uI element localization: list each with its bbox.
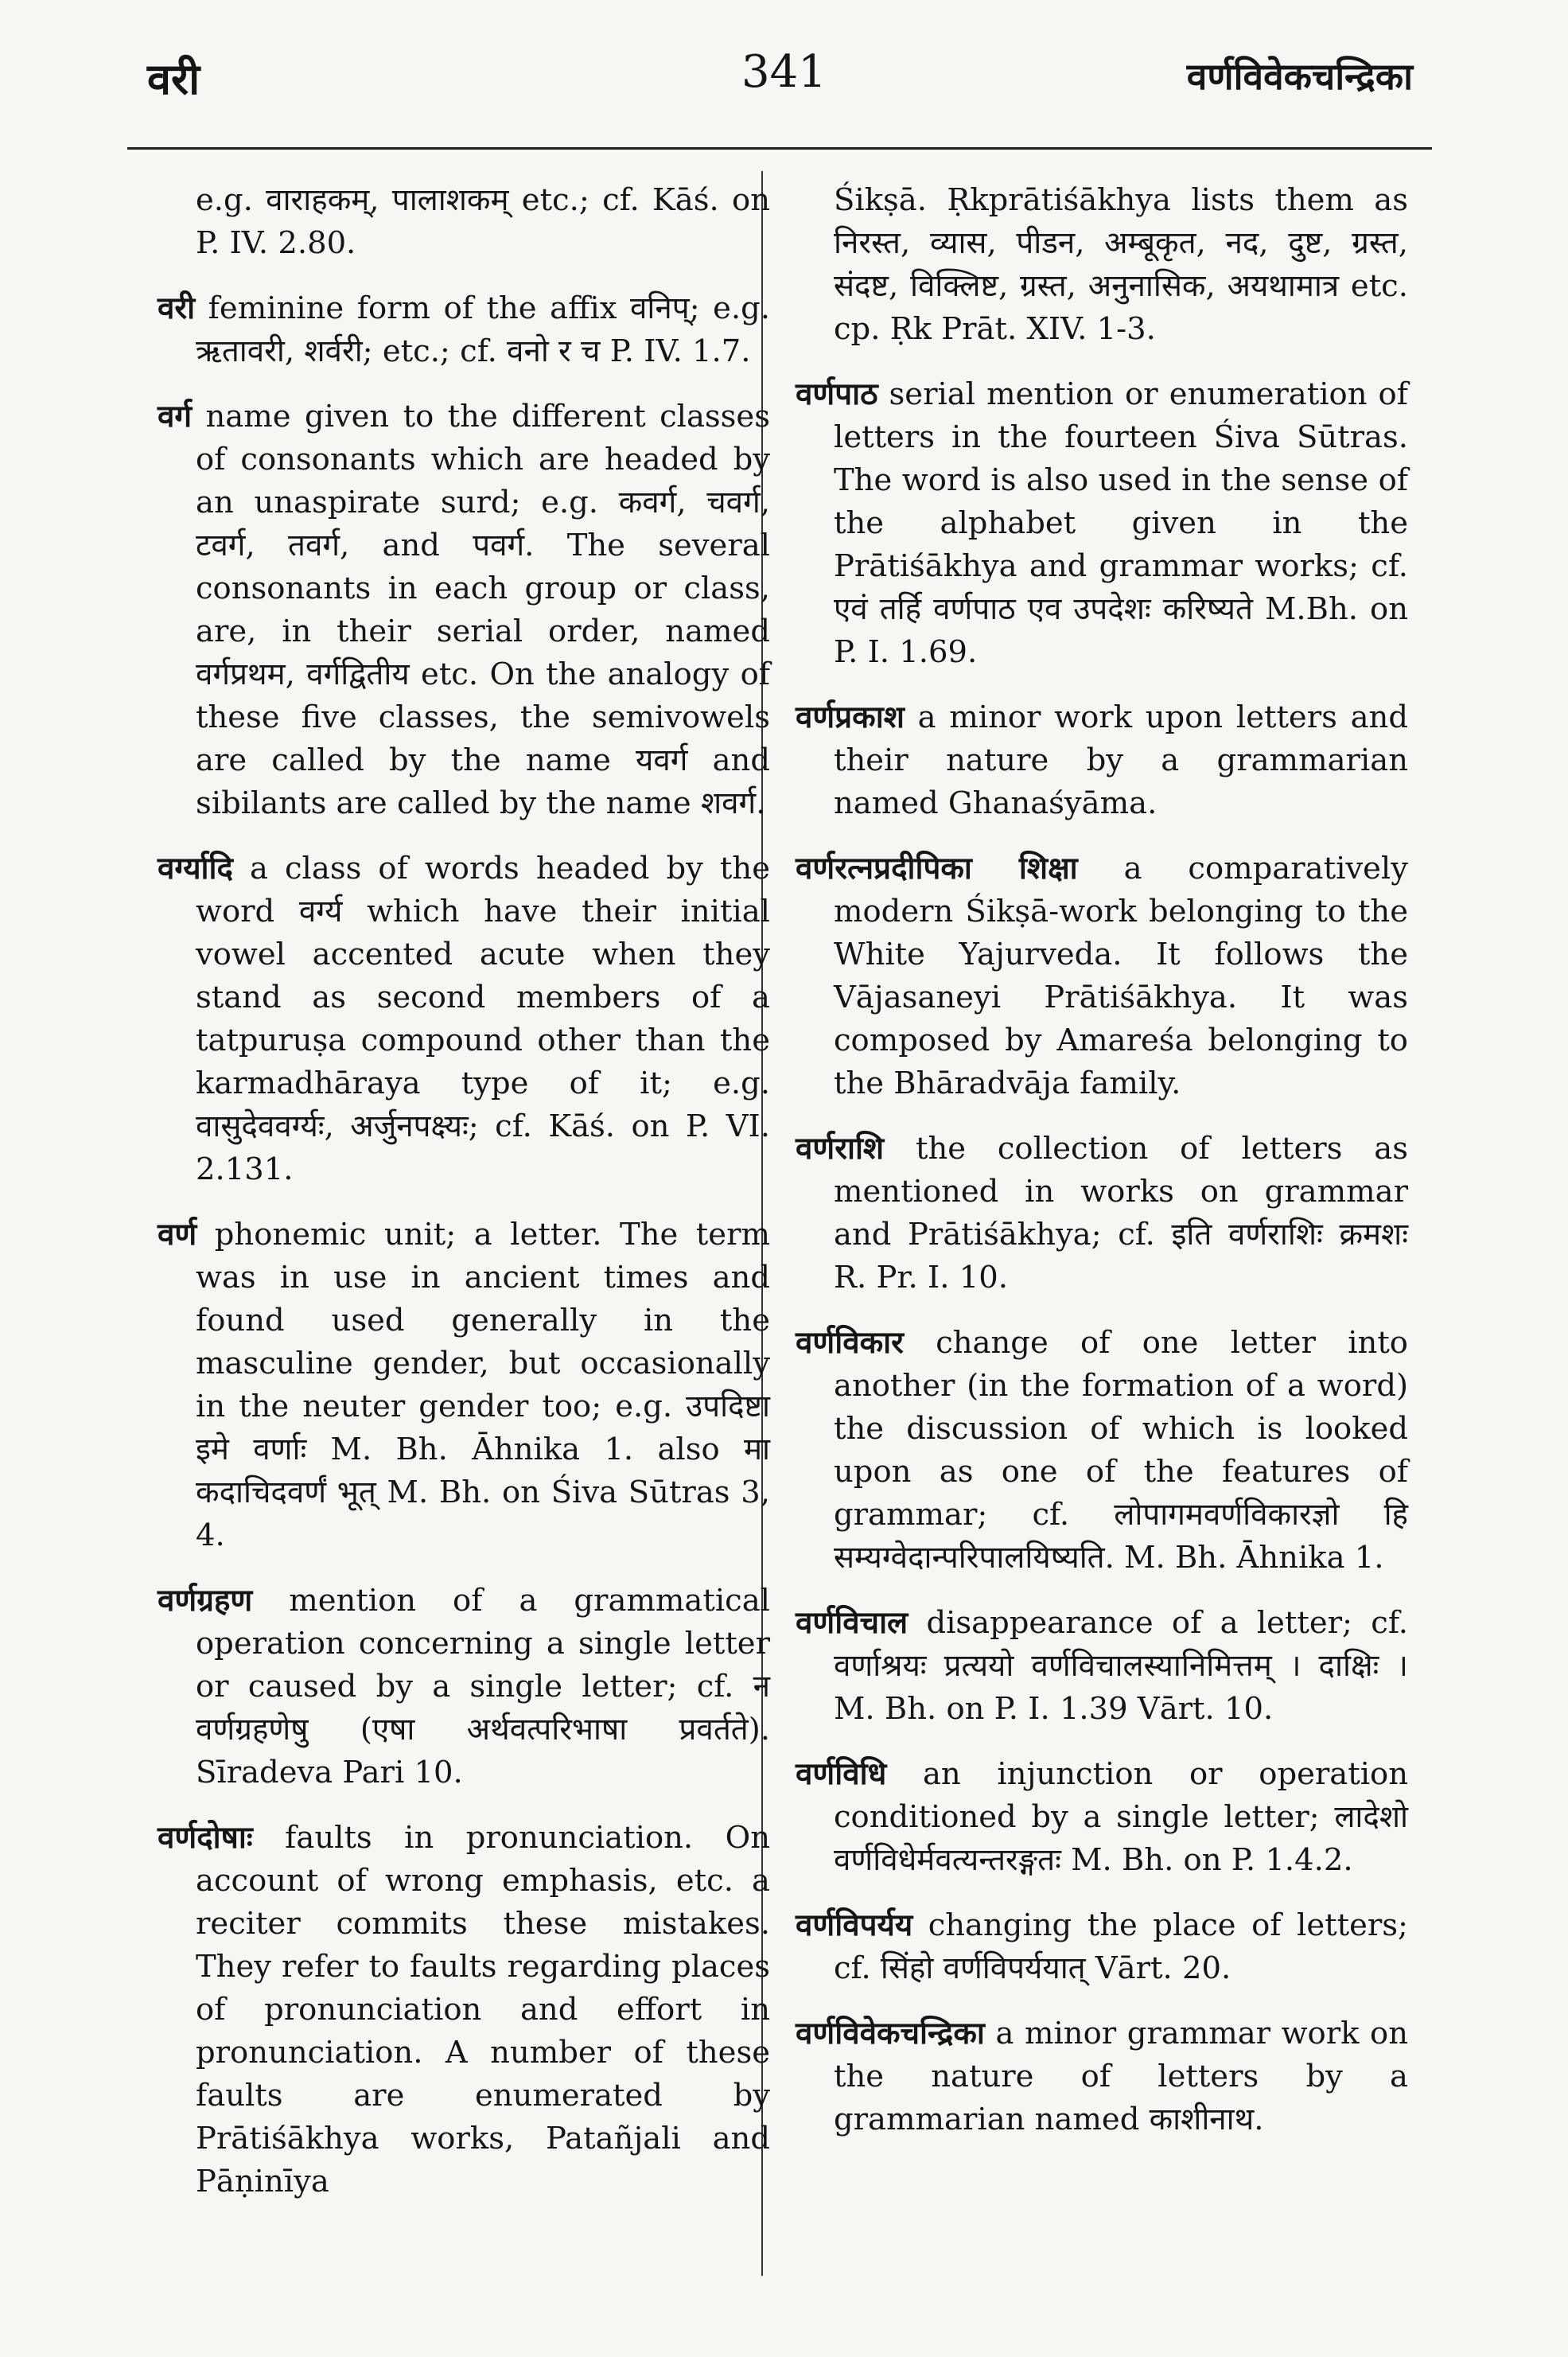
entry-definition: a minor grammar work on the nature of letters by a grammarian named काशीनाथ.	[834, 2016, 1408, 2137]
entry-headword: वर्णप्रकाश	[796, 699, 905, 735]
entry-headword: वर्णविधि	[796, 1756, 887, 1792]
entry-headword: वर्ग्यादि	[158, 851, 233, 886]
dictionary-entry	[796, 179, 1408, 351]
entry-definition: mention of a grammatical operation concerning a single letter or caused by a single letter; cf. न वर्णग्रहणेषु (एषा अर्थवत्परिभाषा प्रवर्तते). Sīradeva Pari 10.	[196, 1583, 770, 1790]
dictionary-entry	[158, 287, 770, 373]
dictionary-entry	[796, 1322, 1408, 1580]
entry-definition: e.g. वाराहकम्, पालाशकम् etc.; cf. Kāś. on P. IV. 2.80.	[196, 182, 770, 261]
running-head-right: वर्णविवेकचन्द्रिका	[1186, 55, 1413, 98]
dictionary-entry	[796, 1904, 1408, 1990]
dictionary-entry	[796, 2012, 1408, 2141]
left-column	[158, 179, 770, 2226]
entry-headword: वर्णदोषाः	[158, 1820, 253, 1856]
entry-headword: वर्णविचाल	[796, 1605, 909, 1641]
header-rule	[127, 147, 1432, 150]
entry-definition: change of one letter into another (in the formation of a word) the discussion of which is looked upon as one of the features of grammar; cf. लोपागमवर्णविकारज्ञो हि सम्यग्वेदान्परिपालयिष्यति. M. Bh. Āhnika 1.	[834, 1325, 1408, 1576]
entry-definition: a comparatively modern Śikṣā-work belonging to the White Yajurveda. It follows the Vājasaneyi Prātiśākhya. It was composed by Amareśa belonging to the Bhāradvāja family.	[834, 851, 1408, 1101]
entry-headword: वर्णग्रहण	[158, 1583, 253, 1619]
dictionary-entry	[158, 847, 770, 1191]
dictionary-entry	[796, 696, 1408, 825]
entry-definition: disappearance of a letter; cf. वर्णाश्रयः प्रत्ययो वर्णविचालस्यानिमित्तम् । दाक्षिः । M. Bh. on P. I. 1.39 Vārt. 10.	[834, 1605, 1408, 1727]
dictionary-entry	[158, 395, 770, 825]
right-column	[796, 179, 1408, 2164]
entry-headword: वर्ण	[158, 1217, 197, 1253]
entry-definition: faults in pronunciation. On account of wrong emphasis, etc. a reciter commits these mistakes. They refer to faults regarding places of pronunciation and effort in pronunciation. A number of these faults are enumerated by Prātiśākhya works, Patañjali and Pāṇinīya	[196, 1820, 770, 2199]
page-header	[0, 40, 1568, 119]
dictionary-entry	[158, 1580, 770, 1794]
entry-definition: phonemic unit; a letter. The term was in use in ancient times and found used generally in the masculine gender, but occasionally in the neuter gender too; e.g. उपदिष्टा इमे वर्णाः M. Bh. Āhnika 1. also मा कदाचिदवर्णं भूत् M. Bh. on Śiva Sūtras 3, 4.	[196, 1217, 770, 1553]
entry-definition: a class of words headed by the word वर्ग्य which have their initial vowel accented acute when they stand as second members of a tatpuruṣa compound other than the karmadhāraya type of it; e.g. वासुदेववर्ग्यः, अर्जुनपक्ष्यः; cf. Kāś. on P. VI. 2.131.	[196, 851, 770, 1187]
entry-headword: वर्णपाठ	[796, 376, 878, 412]
entry-headword: वर्णविकार	[796, 1325, 904, 1361]
entry-definition: changing the place of letters; cf. सिंहो वर्णविपर्ययात् Vārt. 20.	[834, 1907, 1408, 1986]
entry-definition: feminine form of the affix वनिप्; e.g. ऋतावरी, शर्वरी; etc.; cf. वनो र च P. IV. 1.7.	[196, 290, 770, 369]
page-number: 341	[741, 46, 827, 98]
dictionary-entry	[796, 373, 1408, 674]
entry-headword: वरी	[158, 290, 196, 326]
dictionary-entry	[158, 179, 770, 265]
entry-headword: वर्णविवेकचन्द्रिका	[796, 2016, 985, 2051]
dictionary-entry	[796, 847, 1408, 1105]
entry-definition: Śikṣā. Ṛkprātiśākhya lists them as निरस्त, व्यास, पीडन, अम्बूकृत, नद, दुष्ट, ग्रस्त, संदष्ट, विक्लिष्ट, ग्रस्त, अनुनासिक, अयथामात्र etc. cp. Ṛk Prāt. XIV. 1-3.	[834, 182, 1408, 347]
entry-definition: a minor work upon letters and their nature by a grammarian named Ghanaśyāma.	[834, 699, 1408, 821]
entry-definition: serial mention or enumeration of letters in the fourteen Śiva Sūtras. The word is also used in the sense of the alphabet given in the Prātiśākhya and grammar works; cf. एवं तर्हि वर्णपाठ एव उपदेशः करिष्यते M.Bh. on P. I. 1.69.	[834, 376, 1408, 670]
dictionary-entry	[158, 1817, 770, 2203]
entry-definition: name given to the different classes of consonants which are headed by an unaspirate surd; e.g. कवर्ग, चवर्ग, टवर्ग, तवर्ग, and पवर्ग. The several consonants in each group or class, are, in their serial order, named वर्गप्रथम, वर्गद्वितीय etc. On the analogy of these five classes, the semivowels are called by the name यवर्ग and sibilants are called by the name शवर्ग.	[196, 399, 770, 821]
running-head-left: वरी	[147, 53, 200, 104]
entry-headword: वर्णरत्नप्रदीपिका शिक्षा	[796, 851, 1078, 886]
dictionary-entry	[796, 1753, 1408, 1882]
entry-definition: the collection of letters as mentioned in works on grammar and Prātiśākhya; cf. इति वर्णराशिः क्रमशः R. Pr. I. 10.	[834, 1131, 1408, 1295]
entry-headword: वर्णविपर्यय	[796, 1907, 913, 1943]
dictionary-entry	[158, 1214, 770, 1557]
entry-headword: वर्ग	[158, 399, 193, 434]
dictionary-entry	[796, 1602, 1408, 1731]
entry-definition: an injunction or operation conditioned by a single letter; लादेशो वर्णविधेर्मवत्यन्तरङ्गतः M. Bh. on P. 1.4.2.	[834, 1756, 1408, 1878]
entry-headword: वर्णराशि	[796, 1131, 885, 1167]
dictionary-entry	[796, 1128, 1408, 1299]
